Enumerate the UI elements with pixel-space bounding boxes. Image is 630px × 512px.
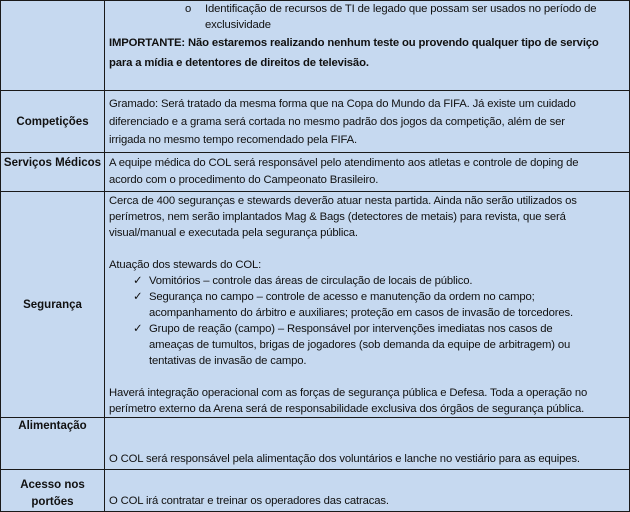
check-icon: ✓ xyxy=(133,323,143,335)
check-icon: ✓ xyxy=(133,291,143,303)
text-line: acordo com o procedimento do Campeonato Brasileiro. xyxy=(109,174,379,186)
row-label-seguranca: Segurança xyxy=(1,192,105,418)
text-line: perímetro externo da Arena será de responsabilidade exclusiva dos órgãos de segurança pública. xyxy=(109,403,585,415)
row-content-seguranca xyxy=(105,192,630,418)
check-item: ✓ Grupo de reação (campo) – Responsável por intervenções imediatas nos casos de xyxy=(133,323,553,335)
row-content-alimentacao xyxy=(105,418,630,470)
row-label-competicoes: Competições xyxy=(1,91,105,153)
important-note: para a mídia e detentores de direitos de televisão. xyxy=(109,57,369,69)
row-content-acesso-portoes xyxy=(105,470,630,512)
sub-bullet-item: o Identificação de recursos de TI de legado que possam ser usados no período de xyxy=(185,3,597,15)
check-item-text: ameaças de tumultos, brigas de jogadores (sob demanda da equipe de arbitragem) ou xyxy=(149,339,571,351)
table-row-it xyxy=(1,1,630,91)
important-note: IMPORTANTE: Não estaremos realizando nenhum teste ou provendo qualquer tipo de serviço xyxy=(109,37,599,49)
label-line: portões xyxy=(31,496,74,508)
table-row-servicos-medicos xyxy=(1,153,630,192)
label-line: Acesso nos xyxy=(20,479,85,491)
check-item-text: acompanhamento do árbitro e auxiliares; proteção em casos de invasão de torcedores. xyxy=(149,307,573,319)
check-icon: ✓ xyxy=(133,275,143,287)
row-content-competicoes xyxy=(105,91,630,153)
check-item: ✓ Vomitórios – controle das áreas de circulação de locais de público. xyxy=(133,275,473,287)
row-label-servicos-medicos: Serviços Médicos xyxy=(1,153,105,192)
row-content-servicos-medicos xyxy=(105,153,630,192)
text-line: Haverá integração operacional com as forças de segurança pública e Defesa. Toda a operação no xyxy=(109,387,588,399)
text-line: O COL irá contratar e treinar os operadores das catracas. xyxy=(109,495,389,507)
text-line: O COL será responsável pela alimentação dos voluntários e lanche no vestiário para as equipes. xyxy=(109,453,580,465)
text-line: perímetros, nem serão implantados Mag & Bags (detectores de metais) para revista, que será xyxy=(109,211,566,223)
text-line: visual/manual e executada pela segurança pública. xyxy=(109,227,358,239)
row-label-empty xyxy=(1,1,105,91)
row-label-alimentacao: Alimentação xyxy=(1,418,105,470)
table-row-alimentacao xyxy=(1,418,630,470)
row-content-it xyxy=(105,1,630,91)
circle-bullet-icon: o xyxy=(185,3,192,15)
row-label-acesso-portoes xyxy=(1,470,105,512)
table-row-acesso-portoes xyxy=(1,470,630,512)
text-line: Cerca de 400 seguranças e stewards deverão atuar nesta partida. Ainda não serão utilizados os xyxy=(109,195,577,207)
table-row-seguranca xyxy=(1,192,630,418)
text-line: Gramado: Será tratado da mesma forma que na Copa do Mundo da FIFA. Já existe um cuidado xyxy=(109,98,576,110)
sub-bullet-text: exclusividade xyxy=(205,19,271,31)
check-item: ✓ Segurança no campo – controle de acesso e manutenção da ordem no campo; xyxy=(133,291,535,303)
text-line: irrigada no mesmo tempo recomendado pela FIFA. xyxy=(109,134,358,146)
check-item-text: tentativas de invasão de campo. xyxy=(149,355,307,367)
text-line: A equipe médica do COL será responsável pelo atendimento aos atletas e controle de doping de xyxy=(109,157,579,169)
text-line: diferenciado e a grama será cortada no mesmo padrão dos jogos da competição, além de ser xyxy=(109,116,565,128)
stewards-title: Atuação dos stewards do COL: xyxy=(109,259,262,271)
table-row-competicoes xyxy=(1,91,630,153)
